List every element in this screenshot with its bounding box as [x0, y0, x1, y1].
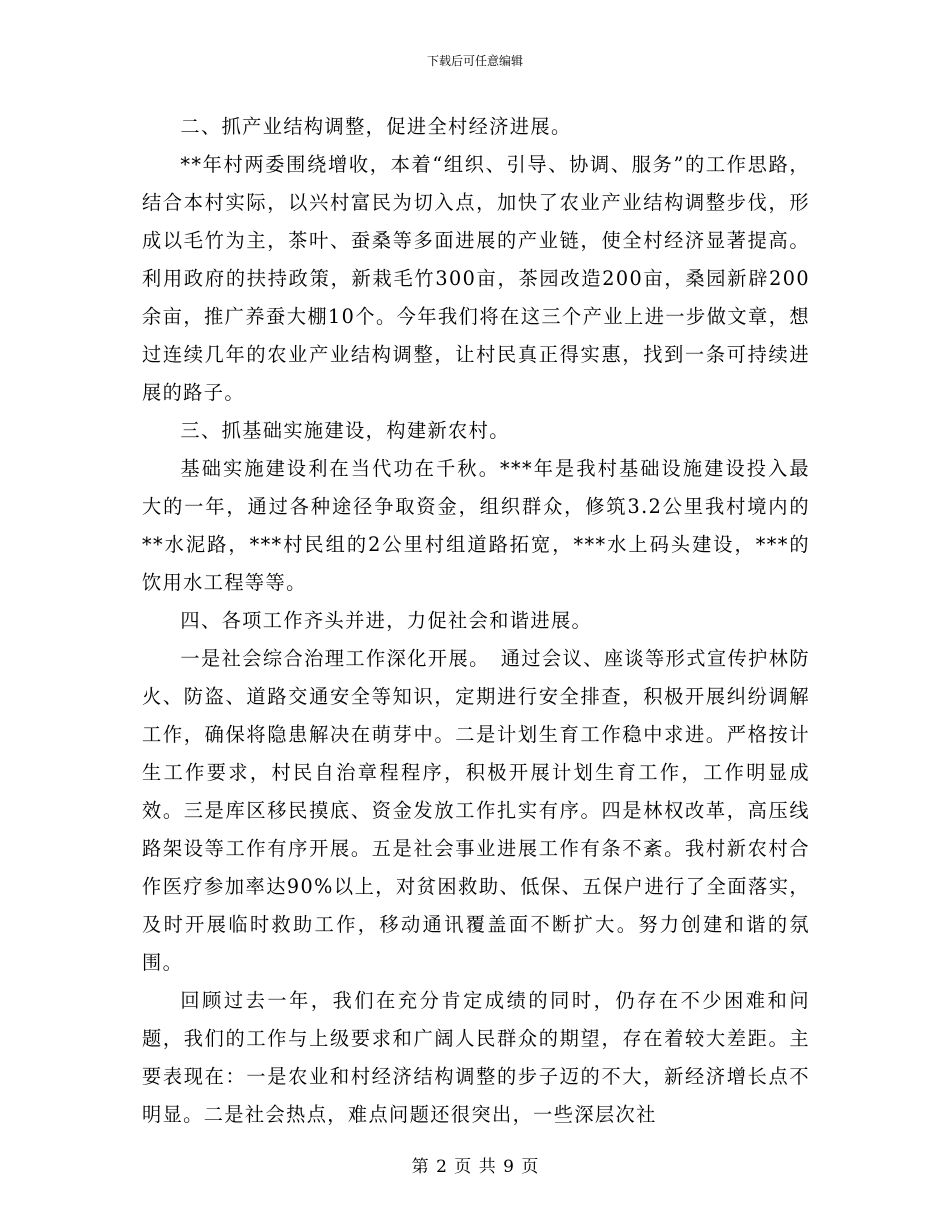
- page-number: 第 2 页 共 9 页: [411, 1157, 539, 1177]
- section-heading-3: 三、抓基础实施建设，构建新农村。: [180, 419, 510, 442]
- paragraph-review: 回顾过去一年，我们在充分肯定成绩的同时，仍存在不少困难和问题，我们的工作与上级要求和广阔人民群众的期望，存在着较大差距。主要表现在：一是农业和村经济结构调整的步子迈的不大，新经济增长点不明显。二是社会热点，难点问题还很突出，一些深层次社: [142, 989, 810, 1126]
- paragraph-industry: **年村两委围绕增收，本着“组织、引导、协调、服务”的工作思路，结合本村实际，以兴村富民为切入点，加快了农业产业结构调整步伐，形成以毛竹为主，茶叶、蚕桑等多面进展的产业链，使全村经济显著提高。利用政府的扶持政策，新栽毛竹300亩，茶园改造200亩，桑园新辟200余亩，推广养蚕大棚10个。今年我们将在这三个产业上进一步做文章，想过连续几年的农业产业结构调整，让村民真正得实惠，找到一条可持续进展的路子。: [142, 153, 810, 404]
- page-header: 下载后可任意编辑: [426, 54, 523, 68]
- paragraph-social-work: 一是社会综合治理工作深化开展。 通过会议、座谈等形式宣传护林防火、防盗、道路交通安全等知识，定期进行安全排查，积极开展纠纷调解工作，确保将隐患解决在萌芽中。二是计划生育工作稳中求进。严格按计生工作要求，村民自治章程程序，积极开展计划生育工作，工作明显成效。三是库区移民摸底、资金发放工作扎实有序。四是林权改革，高压线路架设等工作有序开展。五是社会事业进展工作有条不紊。我村新农村合作医疗参加率达90%以上，对贫困救助、低保、五保户进行了全面落实，及时开展临时救助工作，移动通讯覆盖面不断扩大。努力创建和谐的氛围。: [142, 647, 810, 974]
- document-body: [142, 108, 810, 1134]
- paragraph-infrastructure: 基础实施建设利在当代功在千秋。***年是我村基础设施建设投入最大的一年，通过各种途径争取资金，组织群众，修筑3.2公里我村境内的**水泥路，***村民组的2公里村组道路拓宽，***水上码头建设，***的饮用水工程等等。: [142, 457, 810, 594]
- section-heading-4: 四、各项工作齐头并进，力促社会和谐进展。: [180, 609, 593, 632]
- section-heading-2: 二、抓产业结构调整，促进全村经济进展。: [180, 115, 572, 138]
